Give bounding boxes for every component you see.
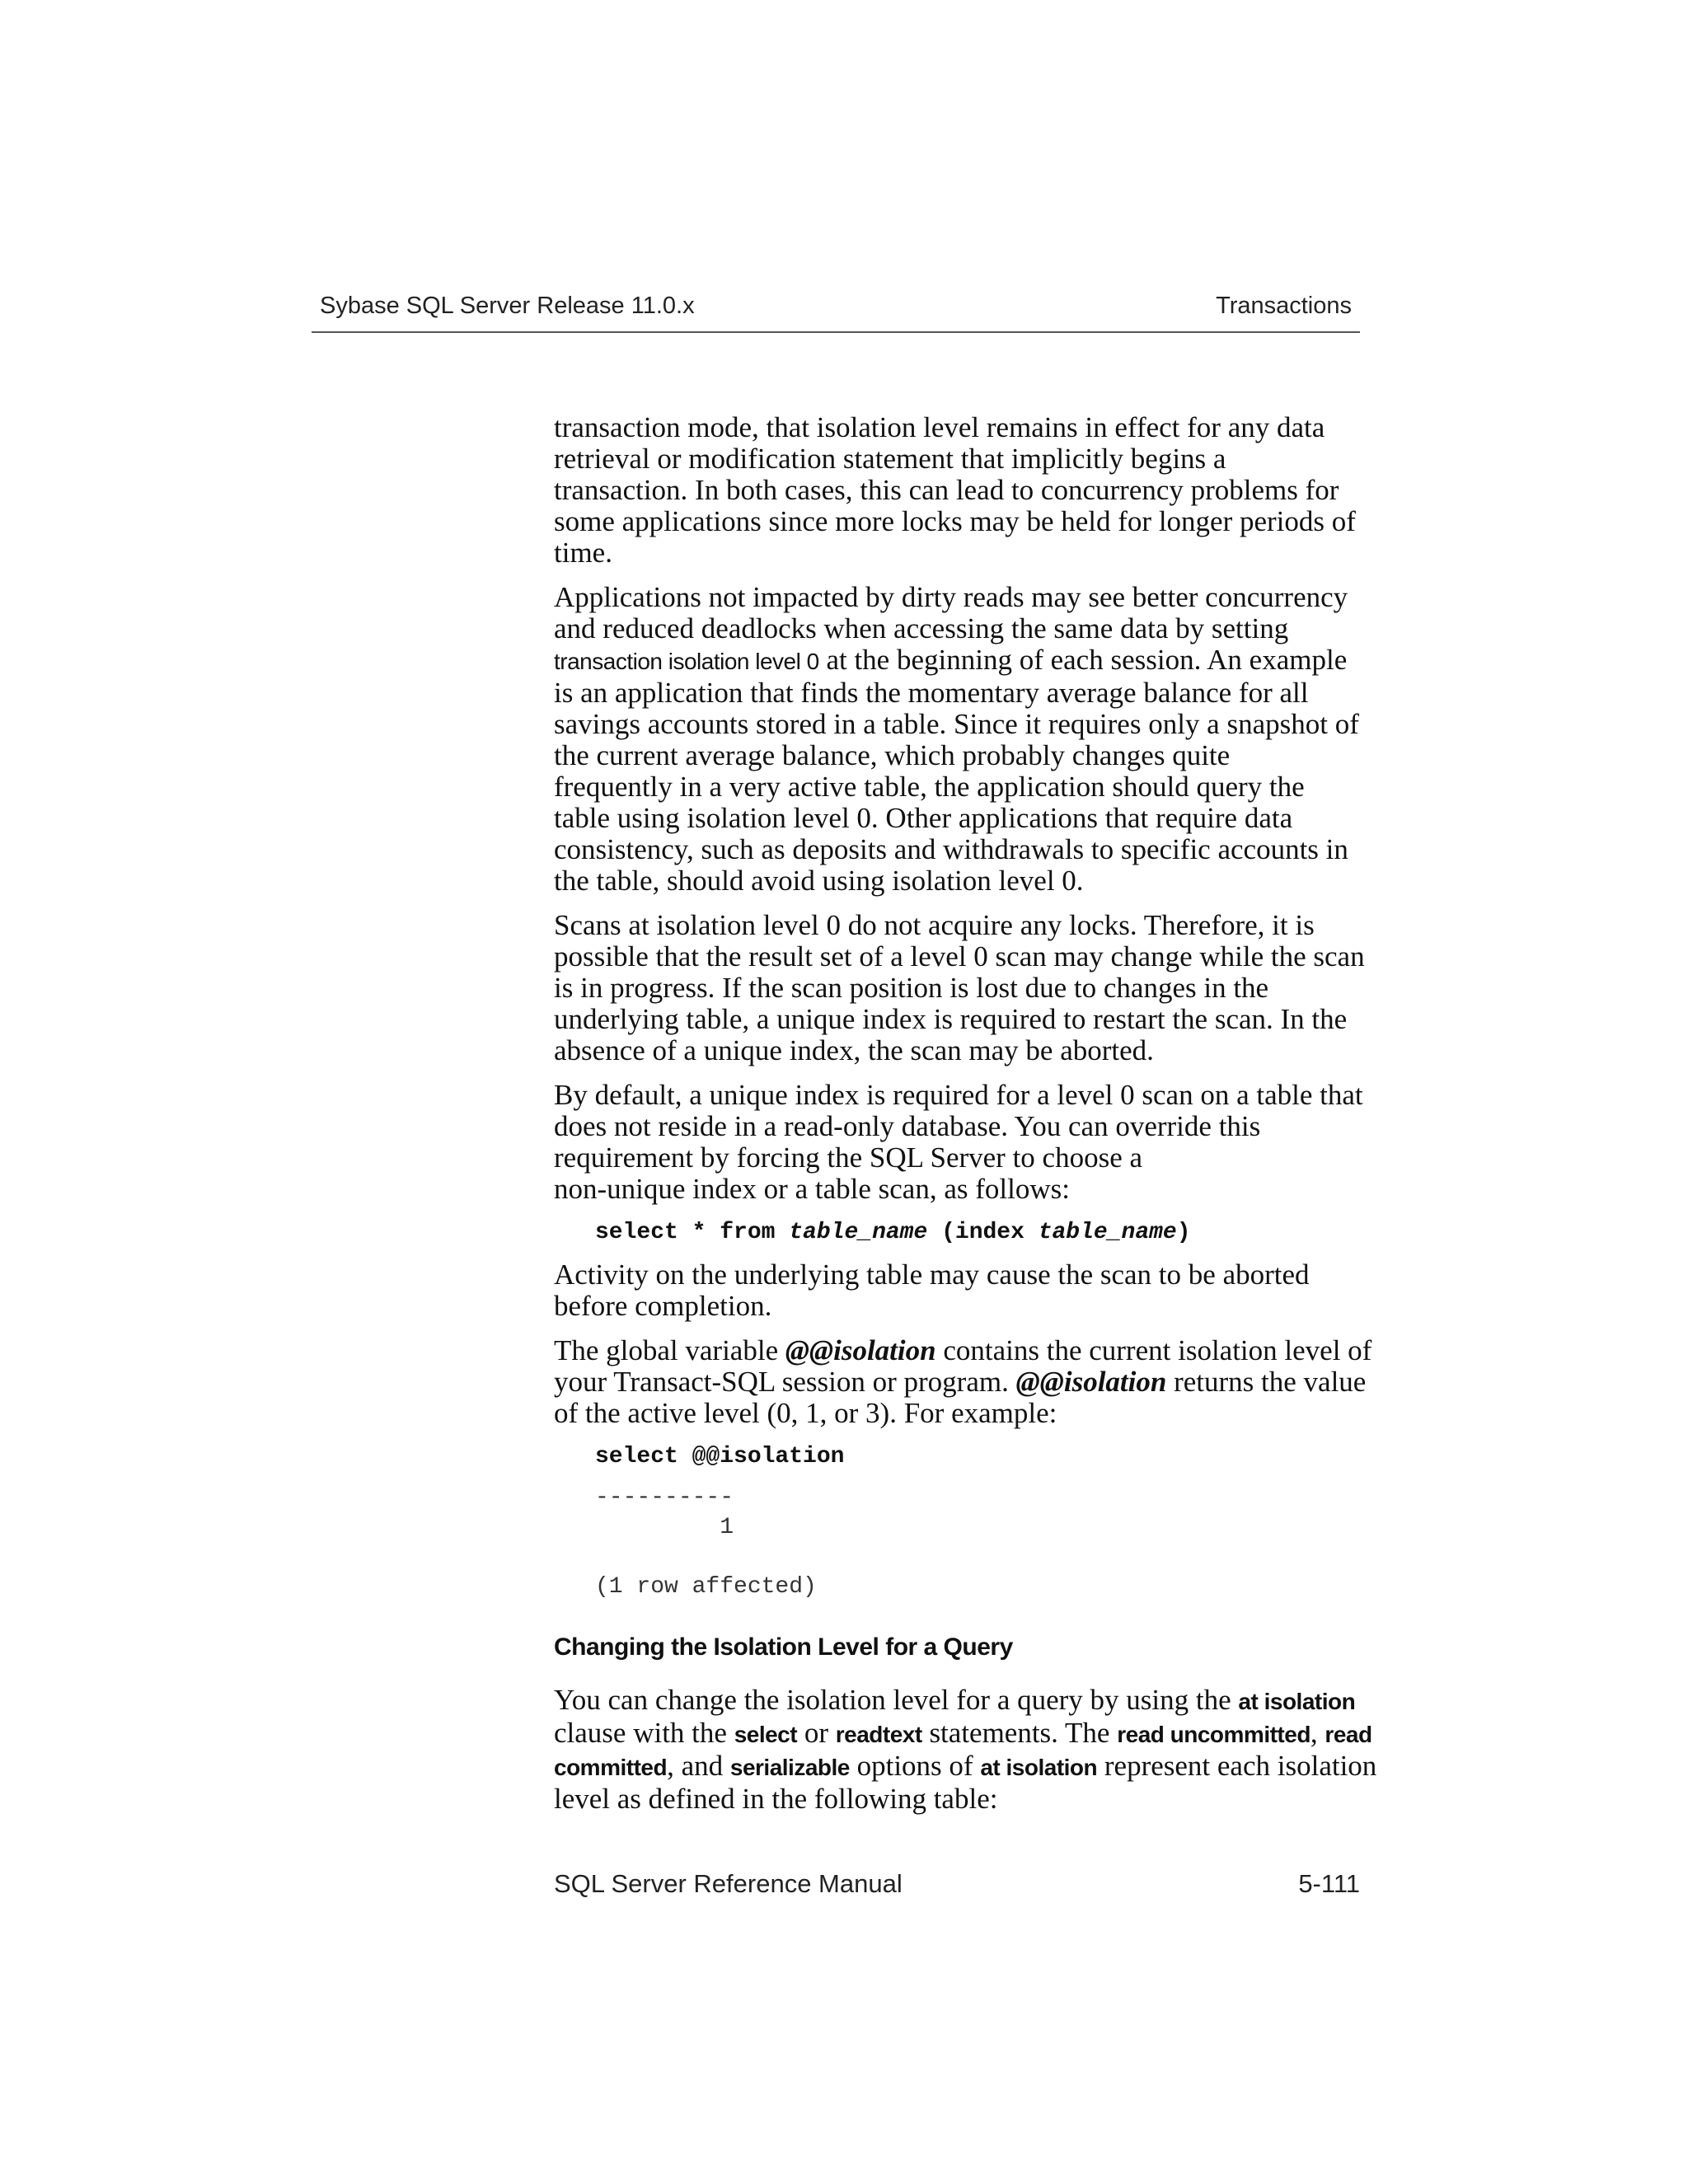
code-output-rows: (1 row affected) xyxy=(595,1574,817,1600)
text-line: possible that the result set of a level 0 scan may change while the scan xyxy=(554,940,1365,972)
paragraph-transaction-mode xyxy=(554,412,1362,569)
paragraph-activity xyxy=(554,1259,1362,1322)
code-example-index-scan xyxy=(595,1218,1362,1248)
text-fragment: your Transact-SQL session or program. xyxy=(554,1366,1016,1398)
variable-name: @@isolation xyxy=(785,1334,936,1366)
footer-manual-title: SQL Server Reference Manual xyxy=(554,1869,903,1898)
paragraph-at-isolation xyxy=(554,1684,1377,1815)
text-line: of the active level (0, 1, or 3). For example: xyxy=(554,1397,1057,1429)
text-line: is an application that finds the momentary average balance for all xyxy=(554,677,1309,709)
text-fragment: statements. The xyxy=(921,1717,1118,1749)
footer-page-number: 5-111 xyxy=(1298,1869,1360,1898)
text-line: Activity on the underlying table may cause the scan to be aborted xyxy=(554,1258,1310,1291)
text-fragment: at the beginning of each session. An example xyxy=(818,644,1348,676)
header-chapter-title: Transactions xyxy=(1216,293,1352,319)
keyword: select xyxy=(734,1722,798,1747)
text-line xyxy=(554,1685,1362,1718)
text-fragment: contains the current isolation level of xyxy=(935,1334,1372,1366)
text-line: By default, a unique index is required for a level 0 scan on a table that xyxy=(554,1079,1363,1111)
keyword: committed xyxy=(554,1755,668,1780)
text-line xyxy=(554,1717,1372,1750)
text-line xyxy=(554,1750,1377,1783)
text-fragment: You can change the isolation level for a query by using the xyxy=(554,1684,1239,1716)
text-line: absence of a unique index, the scan may be aborted. xyxy=(554,1034,1154,1066)
text-fragment: , xyxy=(1310,1717,1325,1749)
text-line: is in progress. If the scan position is lost due to changes in the xyxy=(554,972,1269,1004)
text-line: underlying table, a unique index is required to restart the scan. In the xyxy=(554,1003,1348,1035)
text-line: Scans at isolation level 0 do not acquire any locks. Therefore, it is xyxy=(554,909,1315,941)
code-placeholder: table_name xyxy=(789,1220,928,1245)
keyword: read xyxy=(1325,1722,1372,1747)
keyword: at isolation xyxy=(1238,1689,1356,1714)
text-line: Applications not impacted by dirty reads may see better concurrency xyxy=(554,581,1348,613)
text-line: and reduced deadlocks when accessing the same data by setting xyxy=(554,612,1289,644)
text-line: requirement by forcing the SQL Server to choose a xyxy=(554,1141,1143,1174)
keyword: read uncommitted xyxy=(1117,1722,1311,1747)
text-line: the current average balance, which probably changes quite xyxy=(554,739,1231,771)
text-line: time. xyxy=(554,537,612,569)
paragraph-dirty-reads xyxy=(554,582,1362,897)
text-fragment: or xyxy=(797,1717,836,1749)
text-line: before completion. xyxy=(554,1290,772,1322)
text-line: some applications since more locks may be held for longer periods of xyxy=(554,505,1356,537)
keyword: at isolation xyxy=(980,1755,1098,1780)
text-fragment: represent each isolation xyxy=(1097,1750,1377,1782)
paragraph-unique-index xyxy=(554,1080,1362,1205)
keyword: transaction isolation level 0 xyxy=(554,649,819,674)
text-line: non-unique index or a table scan, as follows: xyxy=(554,1173,1070,1205)
code-fragment: select * from xyxy=(595,1220,790,1245)
body-text xyxy=(554,411,1377,1828)
variable-name: @@isolation xyxy=(1015,1366,1167,1398)
code-output-value: 1 xyxy=(595,1515,734,1540)
paragraph-level-0-scans xyxy=(554,909,1365,1066)
text-line: savings accounts stored in a table. Since it requires only a snapshot of xyxy=(554,708,1359,740)
text-line: level as defined in the following table: xyxy=(554,1783,998,1815)
text-fragment: options of xyxy=(849,1750,981,1782)
text-fragment: returns the value xyxy=(1166,1366,1367,1398)
code-query: select @@isolation xyxy=(595,1444,845,1469)
text-line: the table, should avoid using isolation level 0. xyxy=(554,865,1084,897)
running-header xyxy=(312,288,1360,333)
text-fragment: , and xyxy=(667,1750,730,1782)
text-line: transaction. In both cases, this can lead to concurrency problems for xyxy=(554,474,1339,506)
text-line: retrieval or modification statement that implicitly begins a xyxy=(554,443,1226,475)
text-line xyxy=(554,1334,1372,1366)
code-fragment: ) xyxy=(1176,1220,1191,1245)
code-placeholder: table_name xyxy=(1038,1220,1177,1245)
text-line: does not reside in a read-only database. You can override this xyxy=(554,1110,1261,1142)
code-fragment: (index xyxy=(927,1220,1039,1245)
section-heading: Changing the Isolation Level for a Query xyxy=(554,1633,1013,1661)
text-line xyxy=(554,1366,1367,1398)
text-line: consistency, such as deposits and withdrawals to specific accounts in xyxy=(554,833,1348,865)
text-fragment: The global variable xyxy=(554,1334,785,1366)
text-line xyxy=(554,644,1362,677)
text-line: transaction mode, that isolation level remains in effect for any data xyxy=(554,411,1325,443)
text-line: table using isolation level 0. Other applications that require data xyxy=(554,802,1293,834)
text-fragment: clause with the xyxy=(554,1717,734,1749)
paragraph-global-variable xyxy=(554,1334,1372,1429)
code-output-dashes: ---------- xyxy=(595,1485,734,1511)
text-line: frequently in a very active table, the application should query the xyxy=(554,771,1305,803)
keyword: readtext xyxy=(835,1722,922,1747)
code-example-isolation-query xyxy=(595,1442,1362,1472)
header-book-title: Sybase SQL Server Release 11.0.x xyxy=(320,293,695,319)
keyword: serializable xyxy=(729,1755,850,1780)
